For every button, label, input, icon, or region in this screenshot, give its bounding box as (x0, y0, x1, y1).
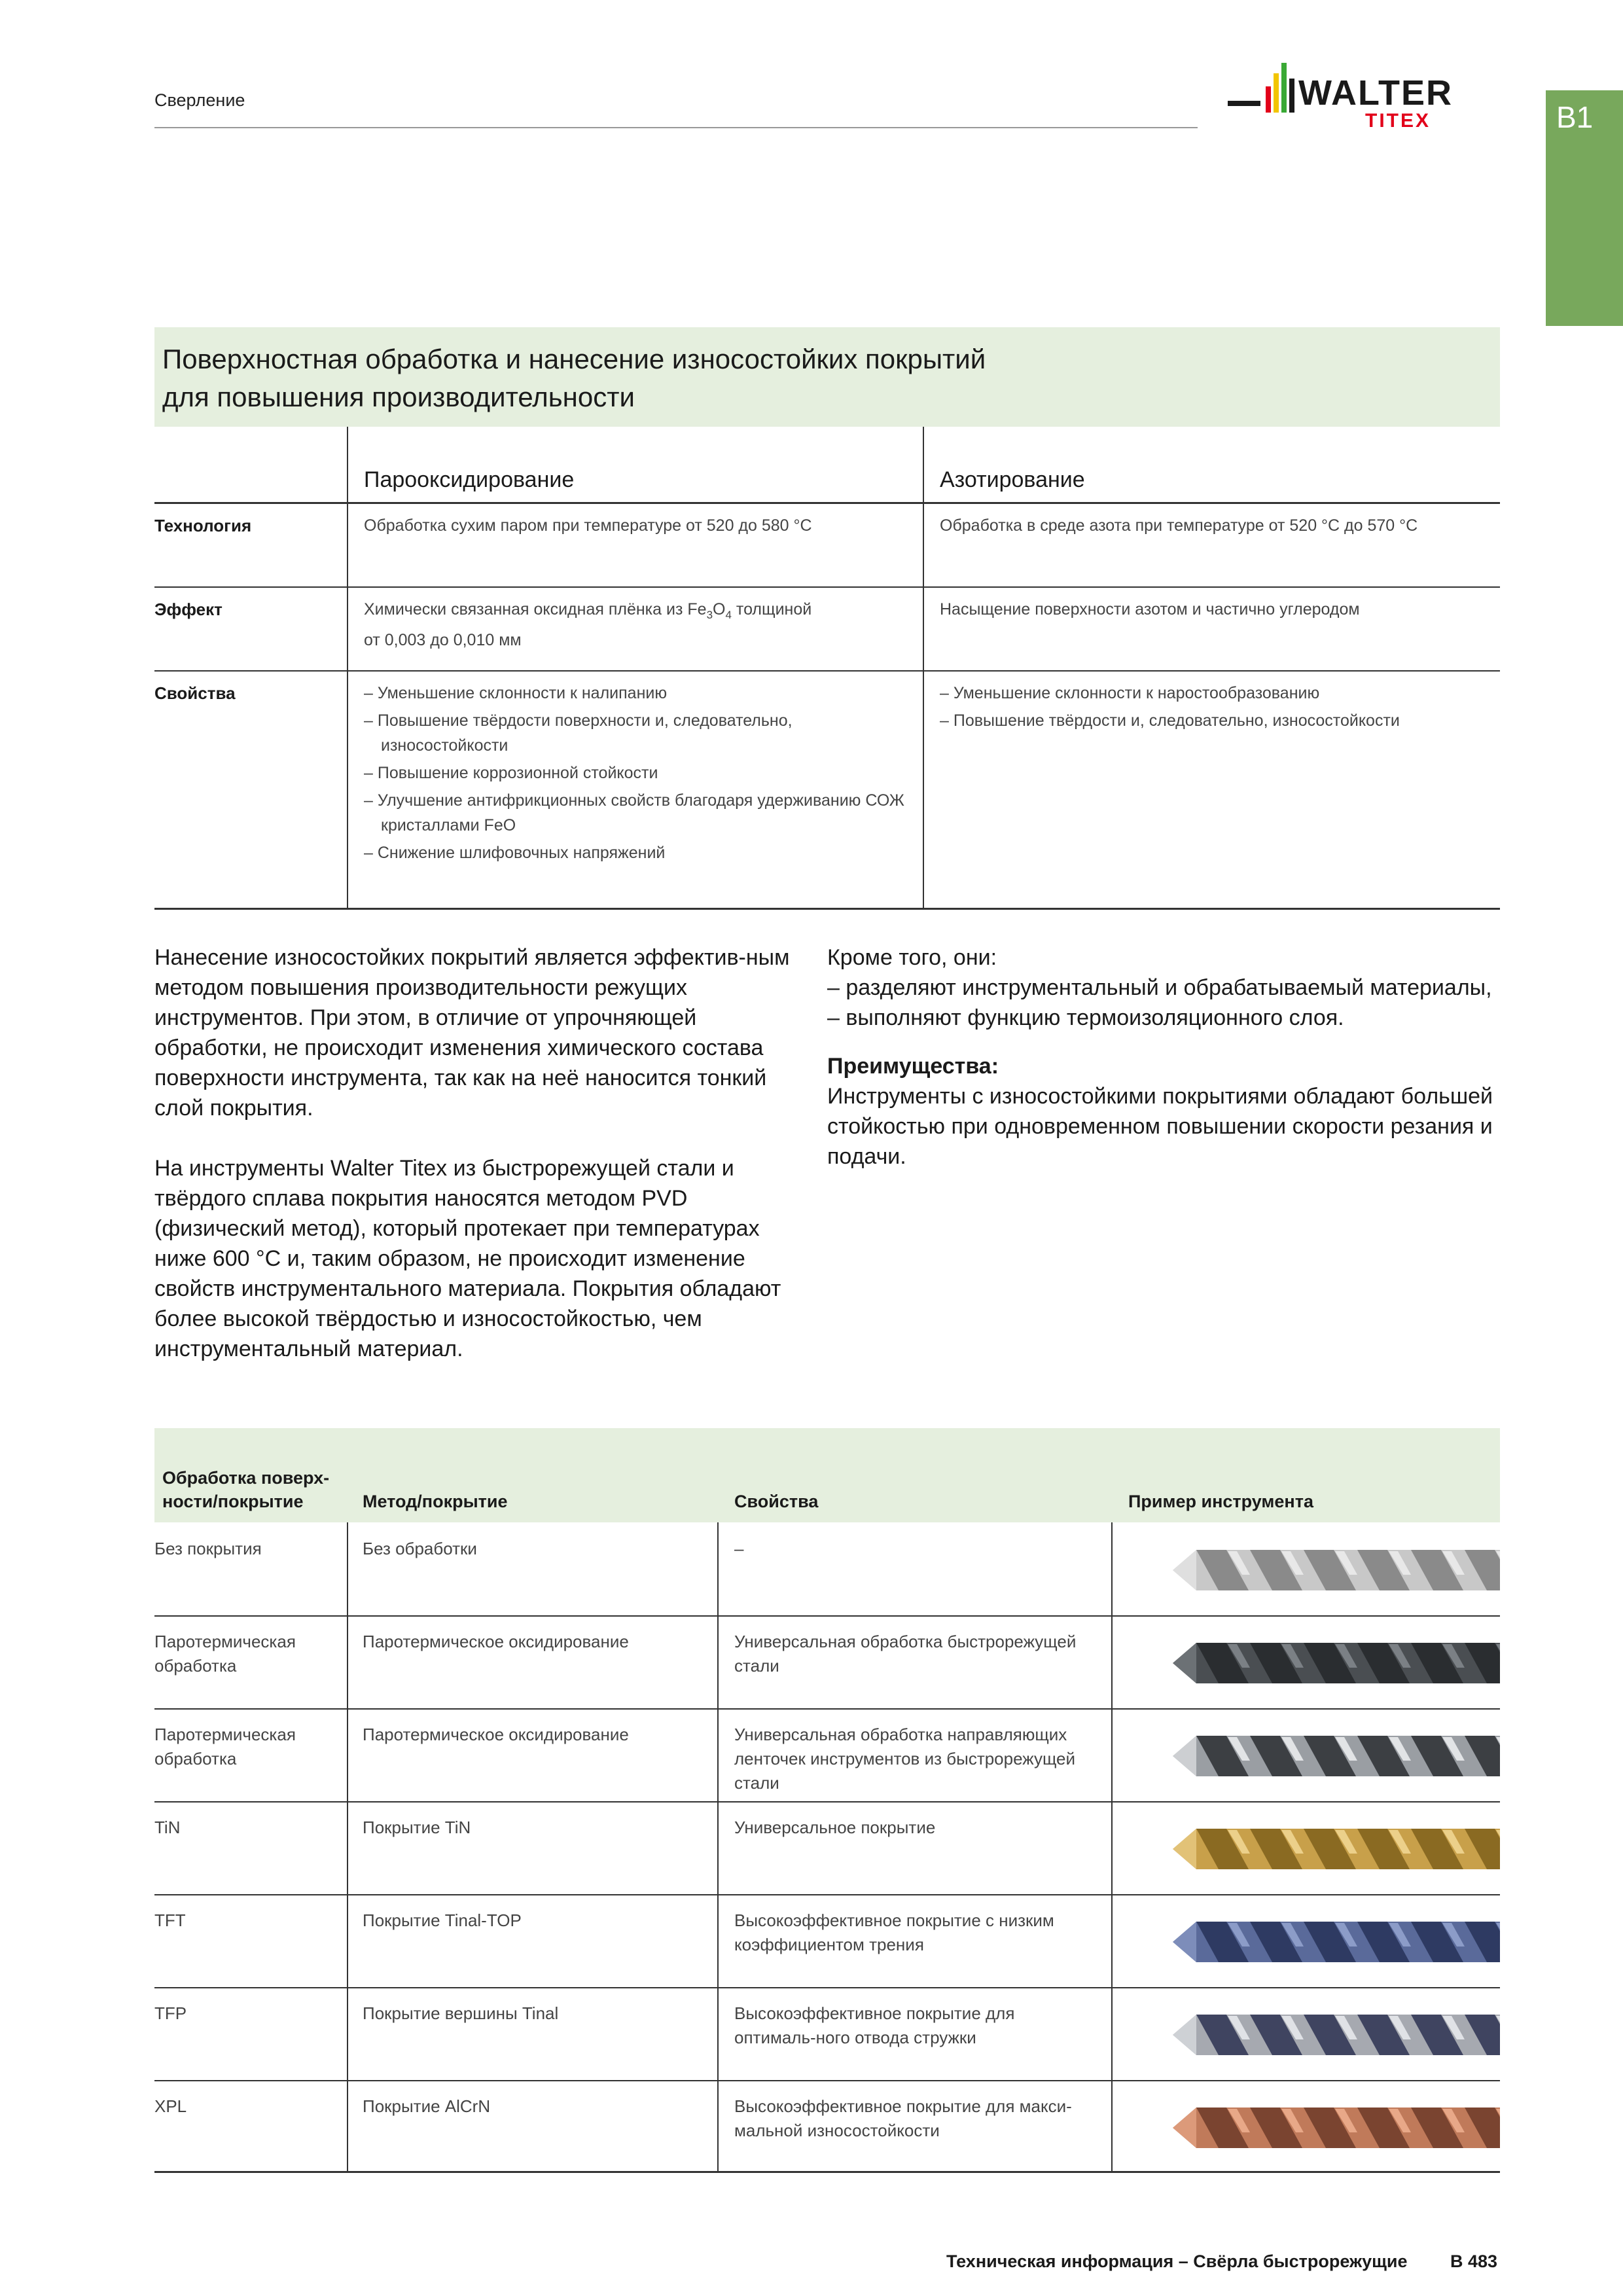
list-item: – Улучшение антифрикционных свойств благодаря удерживанию СОЖ кристаллами FeO (364, 788, 914, 838)
table-cell: TFT (154, 1910, 186, 1930)
table-cell: Покрытие Tinal-TOP (363, 1910, 522, 1930)
drill-image (1170, 1820, 1500, 1878)
footer-title: Техническая информация – Свёрла быстрорежущие (946, 2251, 1408, 2271)
table-cell: Высокоэффективное покрытие для макси-мальной износостойкости (734, 2096, 1072, 2140)
page-number: B 483 (1450, 2251, 1498, 2271)
table-row-rule (154, 1801, 1500, 1803)
table-cell: TFP (154, 2003, 187, 2023)
list-item: – Уменьшение склонности к наростообразованию (940, 681, 1489, 706)
row-label: Свойства (154, 683, 236, 703)
coatings-table (154, 1428, 1500, 2173)
table-cell: Универсальное покрытие (734, 1818, 936, 1837)
drill-image (1170, 1727, 1500, 1785)
logo-text-main: WALTER (1298, 73, 1453, 113)
table-cell: Паротермическая обработка (154, 1632, 296, 1676)
list-item: – Повышение твёрдости поверхности и, следовательно, износостойкости (364, 708, 914, 758)
table-cell: Без покрытия (154, 1539, 262, 1558)
drill-image (1170, 1634, 1500, 1693)
list-item: – Снижение шлифовочных напряжений (364, 840, 914, 865)
title-box (154, 327, 1500, 427)
drill-image (1170, 1541, 1500, 1600)
table-cell: Насыщение поверхности азотом и частично углеродом (940, 600, 1360, 619)
row-label: Технология (154, 516, 252, 535)
table-divider (347, 1522, 348, 2173)
table-cell (364, 681, 914, 868)
chapter-tab[interactable] (1546, 90, 1623, 326)
table-cell: – (734, 1539, 744, 1558)
body-left-column (154, 942, 809, 1394)
table-divider (347, 427, 348, 910)
walter-titex-logo (1228, 60, 1503, 132)
drill-image (1170, 2005, 1500, 2064)
table-cell (940, 681, 1489, 736)
column-header: Пример инструмента (1128, 1492, 1313, 1511)
paragraph: Нанесение износостойких покрытий является эффектив-ным методом повышения производительности режущих инструментов. При этом, в отличие от упрочняющей обработки, не происходит изменения химического состава поверхности инструмента, так как на неё наносится тонкий слой покрытия. (154, 945, 790, 1121)
table-cell: Химически связанная оксидная плёнка из $Fe_3O_4$ толщиной от 0,003 до 0,010 мм (364, 600, 812, 649)
table-row-rule (154, 1708, 1500, 1710)
table-row-rule (154, 586, 1500, 588)
table-bottom-rule (154, 2171, 1500, 2173)
paragraph: Кроме того, они: (827, 945, 997, 970)
list-item: – Уменьшение склонности к налипанию (364, 681, 914, 706)
paragraph: На инструменты Walter Titex из быстрорежущей стали и твёрдого сплава покрытия наносятся методом PVD (физический метод), который протекает при температурах ниже 600 °C и, таким образом, не происходит изменение свойств инструментального материала. Покрытия обладают более высокой твёрдостью и износостойкостью, чем инструментальный материал. (154, 1156, 781, 1361)
table-header (154, 1428, 1500, 1522)
bullet-line: – разделяют инструментальный и обрабатываемый материалы, (827, 975, 1492, 1000)
table-cell: Паротермическое оксидирование (363, 1725, 629, 1744)
table-bottom-rule (154, 908, 1500, 910)
table-cell: Без обработки (363, 1539, 477, 1558)
table-row-rule (154, 1615, 1500, 1617)
table-cell: Покрытие вершины Tinal (363, 2003, 559, 2023)
column-header: Обработка поверх- ности/покрытие (162, 1468, 330, 1511)
table-cell: Высокоэффективное покрытие для оптималь-ного отвода стружки (734, 2003, 1015, 2047)
section-label: Сверление (154, 90, 245, 110)
table-row-rule (154, 1987, 1500, 1988)
table-cell: TiN (154, 1818, 181, 1837)
logo-text-sub: TITEX (1365, 110, 1431, 132)
column-header: Азотирование (940, 467, 1085, 492)
advantages-heading: Преимущества: (827, 1054, 999, 1079)
table-cell: XPL (154, 2096, 187, 2116)
table-cell: Высокоэффективное покрытие с низким коэффициентом трения (734, 1910, 1054, 1954)
list-item: – Повышение твёрдости и, следовательно, износостойкости (940, 708, 1489, 733)
table-cell: Покрытие AlCrN (363, 2096, 491, 2116)
list-item: – Повышение коррозионной стойкости (364, 761, 914, 785)
table-cell: Обработка сухим паром при температуре от 520 до 580 °C (364, 516, 812, 535)
column-header: Метод/покрытие (363, 1492, 508, 1511)
drill-image (1170, 2098, 1500, 2157)
header-rule (154, 127, 1198, 128)
bullet-line: – выполняют функцию термоизоляционного слоя. (827, 1005, 1344, 1030)
paragraph: Инструменты с износостойкими покрытиями обладают большей стойкостью при одновременном повышении скорости резания и подачи. (827, 1084, 1493, 1169)
table-divider (923, 427, 924, 910)
column-header: Парооксидирование (364, 467, 575, 492)
table-divider (717, 1522, 719, 2173)
title-line-2: для повышения производительности (162, 382, 635, 412)
table-divider (1111, 1522, 1113, 2173)
row-label: Эффект (154, 600, 223, 619)
table-row-rule (154, 1894, 1500, 1895)
table-header-rule (154, 502, 1500, 504)
chapter-tab-label: B1 (1556, 100, 1594, 134)
table-cell: Обработка в среде азота при температуре от 520 °C до 570 °C (940, 516, 1418, 535)
table-cell: Паротермическая обработка (154, 1725, 296, 1768)
column-header: Свойства (734, 1492, 819, 1511)
drill-image (1170, 1912, 1500, 1971)
comparison-table (154, 427, 1500, 910)
page-title (162, 340, 986, 416)
table-row-rule (154, 2080, 1500, 2081)
body-right-column (827, 942, 1508, 1172)
table-cell: Универсальная обработка направляющих ленточек инструментов из быстрорежущей стали (734, 1725, 1076, 1793)
table-cell: Покрытие TiN (363, 1818, 471, 1837)
table-cell: Паротермическое оксидирование (363, 1632, 629, 1651)
table-cell: Универсальная обработка быстрорежущей стали (734, 1632, 1077, 1676)
title-line-1: Поверхностная обработка и нанесение износостойких покрытий (162, 344, 986, 374)
table-row-rule (154, 670, 1500, 672)
